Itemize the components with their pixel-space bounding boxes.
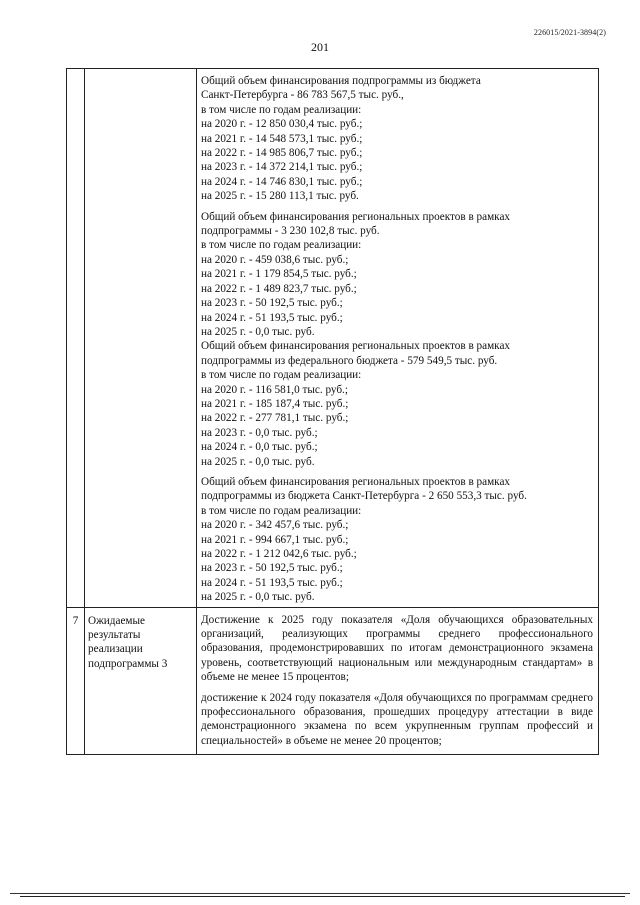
financing-line: на 2022 г. - 277 781,1 тыс. руб.;: [201, 412, 349, 425]
financing-line: на 2021 г. - 14 548 573,1 тыс. руб.;: [201, 132, 363, 145]
row-label-line: подпрограммы 3: [88, 657, 168, 670]
row-label-line: Ожидаемые: [88, 614, 145, 627]
financing-line: на 2020 г. - 342 457,6 тыс. руб.;: [201, 519, 349, 532]
financing-line: на 2020 г. - 116 581,0 тыс. руб.;: [201, 383, 348, 396]
subprogram-table: [66, 68, 599, 755]
page-number: 201: [311, 40, 329, 54]
financing-line: на 2022 г. - 1 212 042,6 тыс. руб.;: [201, 548, 357, 560]
financing-line: в том числе по годам реализации:: [201, 239, 362, 252]
financing-line: Санкт-Петербурга - 86 783 567,5 тыс. руб.,: [201, 89, 404, 102]
financing-line: на 2023 г. - 50 192,5 тыс. руб.;: [201, 297, 343, 310]
financing-line: Общий объем финансирования региональных проектов в рамках: [201, 210, 511, 223]
financing-line: на 2023 г. - 14 372 214,1 тыс. руб.;: [201, 161, 363, 174]
financing-line: в том числе по годам реализации:: [201, 103, 362, 116]
financing-line: на 2020 г. - 12 850 030,4 тыс. руб.;: [201, 118, 363, 131]
financing-line: на 2024 г. - 0,0 тыс. руб.;: [201, 441, 318, 454]
financing-line: подпрограммы из бюджета Санкт-Петербурга - 2 650 553,3 тыс. руб.: [201, 490, 527, 503]
financing-line: на 2021 г. - 994 667,1 тыс. руб.;: [201, 533, 349, 546]
expected-results-cell: [197, 607, 599, 755]
financing-blocks: [201, 74, 593, 605]
financing-line: на 2024 г. - 51 193,5 тыс. руб.;: [201, 576, 343, 589]
result-paragraph: достижение к 2024 году показателя «Доля обучающихся по программам среднего профессионального образования, прошедших процедуру аттестации в виде демонстрационного экзамена по всем укрупненным группам профессий и специальностей» в объеме не менее 20 процентов;: [201, 691, 593, 747]
financing-line: на 2025 г. - 0,0 тыс. руб.: [201, 455, 315, 468]
financing-line: Общий объем финансирования региональных проектов в рамках: [201, 340, 511, 353]
financing-line: на 2023 г. - 50 192,5 тыс. руб.;: [201, 562, 343, 575]
financing-block: [201, 74, 593, 204]
table-row-7: [67, 607, 599, 755]
row-label-line: результаты: [88, 629, 141, 642]
result-paragraph: Достижение к 2025 году показателя «Доля обучающихся образовательных организаций, реализующих программы среднего профессионального образования, продемонстрировавших по итогам демонстрационного экзамена уровень, соответствующий национальным или международным стандартам» в объеме не менее 15 процентов;: [201, 613, 593, 684]
document-id: 226015/2021-3894(2): [533, 28, 606, 37]
financing-line: на 2024 г. - 14 746 830,1 тыс. руб.;: [201, 175, 363, 188]
financing-line: подпрограммы из федерального бюджета - 579 549,5 тыс. руб.: [201, 354, 498, 367]
financing-line: подпрограммы - 3 230 102,8 тыс. руб.: [201, 225, 380, 238]
financing-line: в том числе по годам реализации:: [201, 504, 362, 517]
financing-line: на 2025 г. - 0,0 тыс. руб.: [201, 325, 315, 338]
financing-line: на 2021 г. - 185 187,4 тыс. руб.;: [201, 397, 349, 410]
financing-line: в том числе по годам реализации:: [201, 369, 362, 382]
financing-line: на 2021 г. - 1 179 854,5 тыс. руб.;: [201, 268, 357, 281]
financing-text-cell: [197, 69, 599, 608]
table-row-financing: [67, 69, 599, 608]
financing-line: на 2025 г. - 0,0 тыс. руб.: [201, 591, 315, 604]
row-label: [85, 607, 197, 755]
financing-line: на 2023 г. - 0,0 тыс. руб.;: [201, 426, 318, 439]
financing-line: на 2020 г. - 459 038,6 тыс. руб.;: [201, 253, 349, 266]
row-label-cell: [85, 69, 197, 608]
financing-line: на 2025 г. - 15 280 113,1 тыс. руб.: [201, 190, 359, 203]
row-label-line: реализации: [88, 643, 143, 656]
row-number-cell: [67, 69, 85, 608]
financing-block: [201, 210, 593, 469]
financing-line: на 2022 г. - 1 489 823,7 тыс. руб.;: [201, 282, 357, 295]
financing-line: Общий объем финансирования региональных проектов в рамках: [201, 475, 511, 488]
bottom-rule: [20, 896, 625, 897]
row-number: 7: [67, 607, 85, 755]
financing-line: на 2022 г. - 14 985 806,7 тыс. руб.;: [201, 147, 363, 160]
financing-line: Общий объем финансирования подпрограммы из бюджета: [201, 75, 481, 87]
bottom-rule: [10, 893, 630, 894]
financing-block: [201, 475, 593, 605]
financing-line: на 2024 г. - 51 193,5 тыс. руб.;: [201, 311, 343, 324]
